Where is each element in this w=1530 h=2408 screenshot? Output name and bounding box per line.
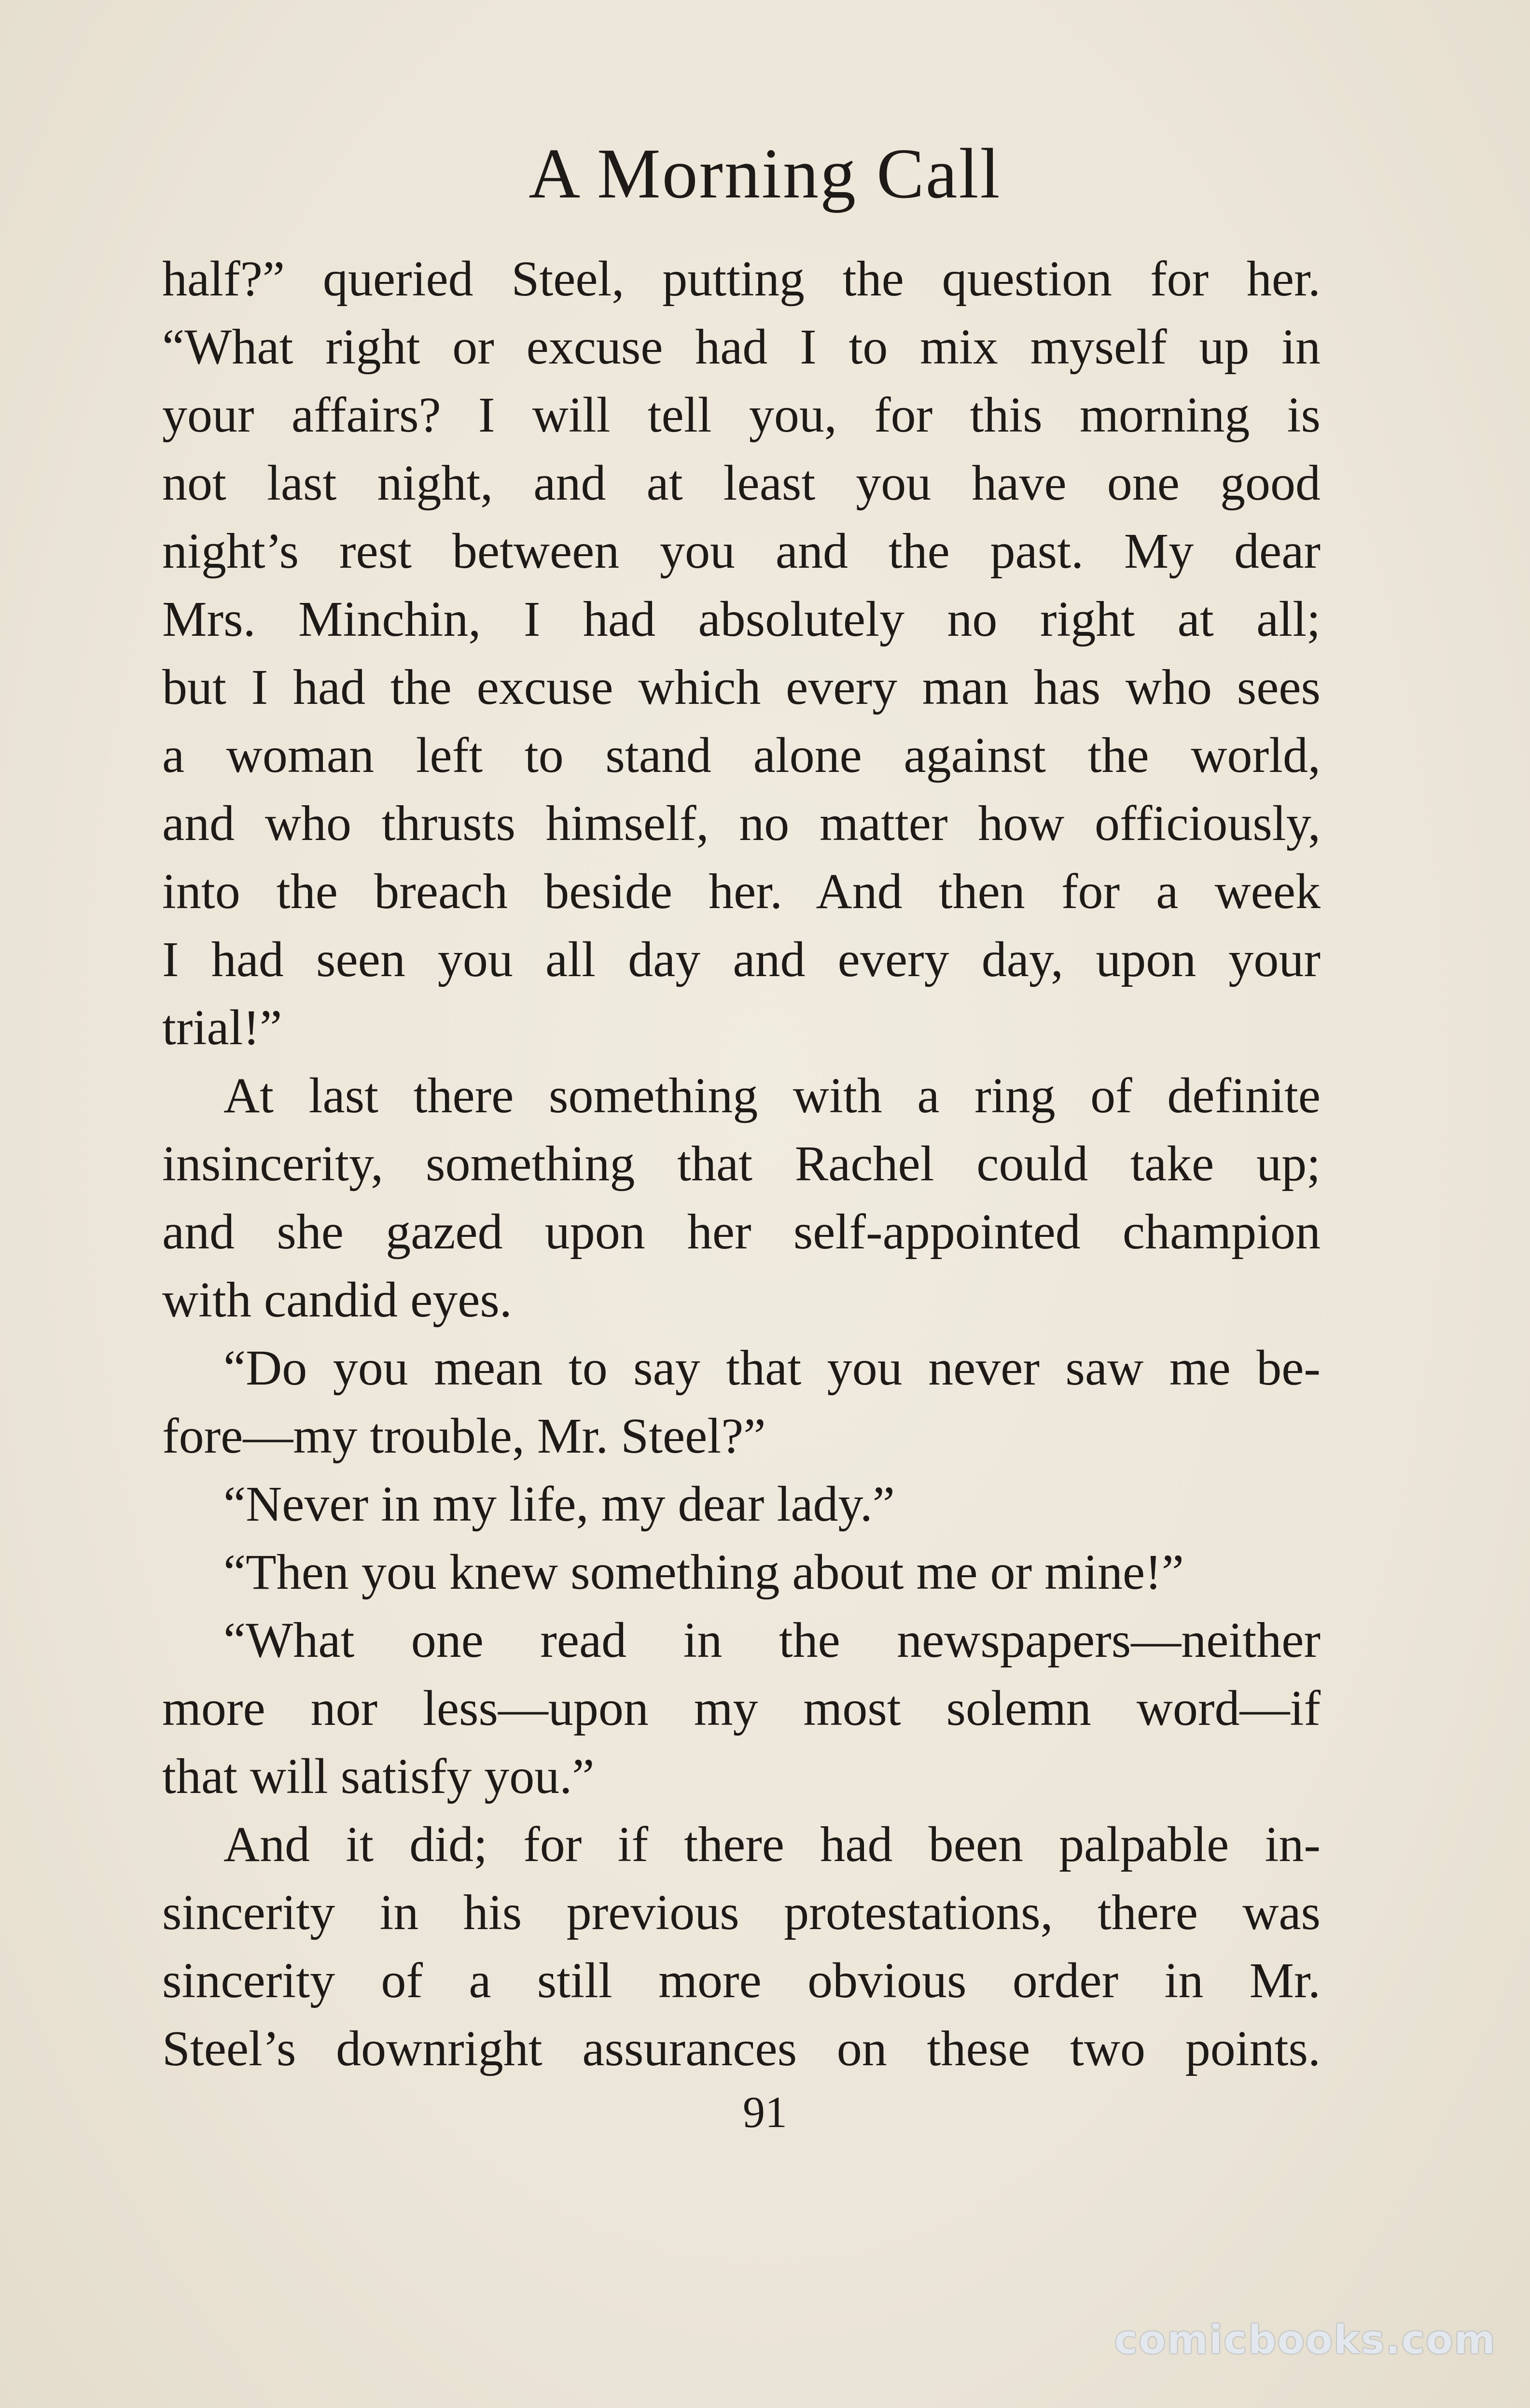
page-number: 91 [743, 2087, 787, 2137]
text-line: trial!” [162, 1000, 282, 1055]
text-line: fore—my trouble, Mr. Steel?” [162, 1408, 766, 1464]
text-line: with candid eyes. [162, 1272, 512, 1328]
text-line: Mrs. Minchin, I had absolutely no right at all; [162, 591, 1321, 647]
watermark: comicbooks.com [1114, 2317, 1496, 2363]
text-line: “What one read in the newspapers—neither [223, 1612, 1321, 1668]
text-line: half?” queried Steel, putting the question for her. [162, 251, 1321, 307]
text-line: more nor less—upon my most solemn word—if [162, 1680, 1321, 1736]
text-line: insincerity, something that Rachel could take up; [162, 1136, 1321, 1191]
text-line: “What right or excuse had I to mix myself up in [162, 319, 1321, 375]
text-line: sincerity of a still more obvious order in Mr. [162, 1953, 1321, 2008]
text-line: your affairs? I will tell you, for this morning is [162, 387, 1321, 443]
text-line: “Never in my life, my dear lady.” [223, 1476, 895, 1532]
text-line: not last night, and at least you have one good [162, 455, 1321, 511]
text-line: night’s rest between you and the past. My dear [162, 523, 1321, 579]
text-line: and she gazed upon her self-appointed champion [162, 1204, 1321, 1260]
text-line: sincerity in his previous protestations, there was [162, 1885, 1321, 1940]
text-line: “Then you knew something about me or mine!” [223, 1544, 1184, 1600]
body-text [162, 245, 1321, 2083]
text-line: but I had the excuse which every man has who sees [162, 659, 1321, 715]
text-line: that will satisfy you.” [162, 1749, 595, 1804]
running-head: A Morning Call [529, 134, 1001, 213]
text-line: a woman left to stand alone against the world, [162, 728, 1321, 783]
text-line: and who thrusts himself, no matter how officiously, [162, 796, 1321, 851]
text-line: “Do you mean to say that you never saw me be- [223, 1340, 1321, 1396]
text-line: And it did; for if there had been palpable in- [223, 1817, 1321, 1872]
text-line: Steel’s downright assurances on these two points. [162, 2021, 1321, 2076]
text-line: into the breach beside her. And then for a week [162, 864, 1321, 919]
text-line: At last there something with a ring of definite [223, 1068, 1321, 1123]
text-line: I had seen you all day and every day, upon your [162, 932, 1321, 987]
